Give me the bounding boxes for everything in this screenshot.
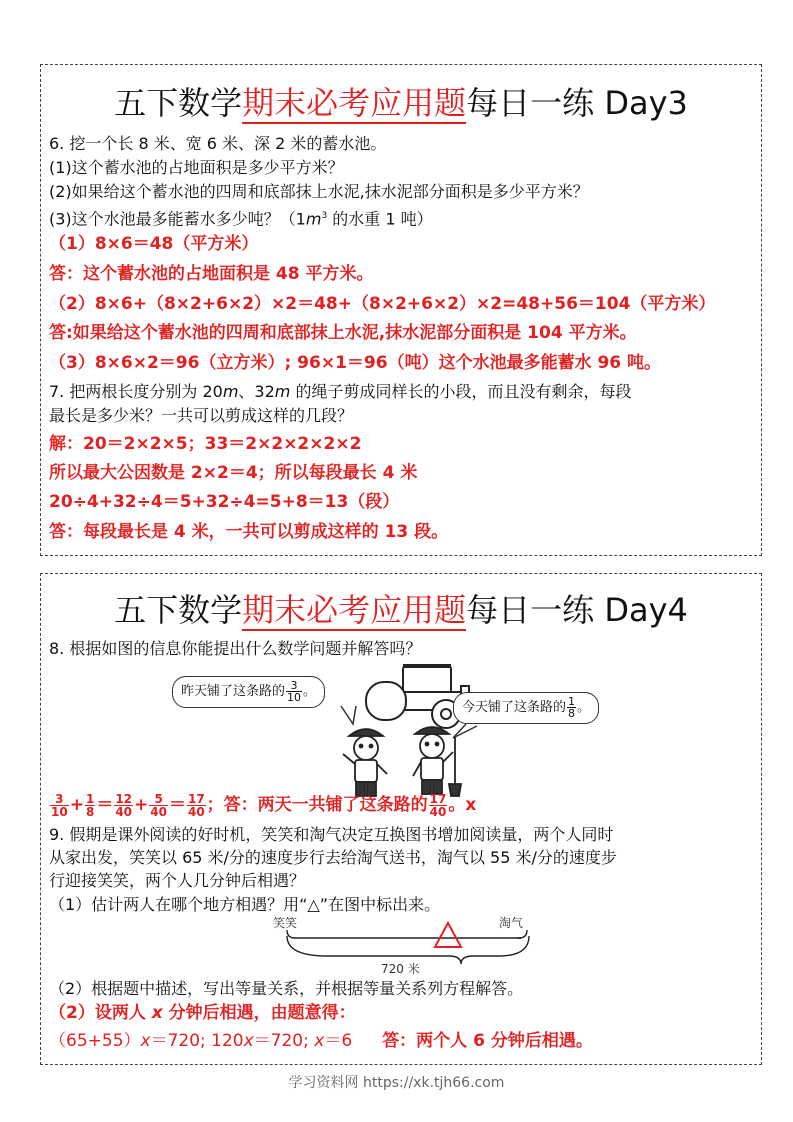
- title-highlight: 期末必考应用题: [242, 591, 467, 629]
- answer-8: $\frac{3}{10}$ + $\frac{1}{8}$ ＝ $\frac{12}{40}$ + $\frac{5}{40}$ ＝ $\frac{17}{40}$ ；答：两天一共铺了这条路的 $\frac{17}{40}$ 。x: [51, 791, 477, 819]
- answer-6-1-statement: 答：这个蓄水池的占地面积是 48 平方米。: [49, 264, 374, 284]
- answer-6-1: （1）8×6＝48（平方米）: [49, 234, 259, 254]
- answer-9-setup: （2）设两人 x 分钟后相遇，由题意得：: [49, 1003, 356, 1023]
- diagram-total-distance: 720 米: [381, 962, 420, 976]
- diagram-label-xiaoxiao: 笑笑: [273, 916, 298, 930]
- road-roller-icon: [366, 666, 469, 728]
- answer-7-statement: 答：每段最长是 4 米，一共可以剪成这样的 13 段。: [49, 522, 449, 542]
- diagram-label-taoqi: 淘气: [499, 916, 524, 930]
- day4-card: [40, 573, 762, 1065]
- question-9-line-3: 行迎接笑笑，两个人几分钟后相遇？: [49, 871, 306, 890]
- day3-card: [40, 64, 762, 556]
- bubble-left-tail: [341, 706, 356, 724]
- question-7-line-2: 最长是多少米？一共可以剪成这样的几段？: [49, 406, 354, 425]
- question-6-part-3: (3)这个水池最多能蓄水多少吨？（$1m^3$ 的水重 1 吨）: [49, 209, 433, 229]
- footer-watermark: 学习资料网 https://xk.tjh66.com: [288, 1075, 505, 1091]
- question-7-line-1: 7. 把两根长度分别为 20m、32m 的绳子剪成同样长的小段，而且没有剩余，每段: [49, 382, 632, 401]
- bubble-left: 昨天铺了这条路的 $\frac{3}{10}$ 。: [172, 676, 325, 708]
- answer-6-2: （2）8×6+（8×2+6×2）×2＝48+（8×2+6×2）×2=48+56＝104（平方米）: [49, 294, 716, 314]
- bubble-right: 今天铺了这条路的 $\frac{1}{8}$ 。: [453, 692, 599, 724]
- question-9-line-1: 9. 假期是课外阅读的好时机，笑笑和淘气决定互换图书增加阅读量，两个人同时: [49, 825, 614, 844]
- title-highlight: 期末必考应用题: [242, 84, 467, 122]
- answer-6-3: （3）8×6×2＝96（立方米）; 96×1＝96（吨）这个水池最多能蓄水 96 吨。: [49, 353, 662, 373]
- question-6-part-1: (1)这个蓄水池的占地面积是多少平方米？: [49, 158, 344, 177]
- question-6: 6. 挖一个长 8 米、宽 6 米、深 2 米的蓄水池。: [49, 134, 387, 153]
- day3-title: 五下数学期末必考应用题每日一练 Day3: [114, 84, 688, 122]
- answer-9-statement: 答：两个人 6 分钟后相遇。: [382, 1031, 593, 1051]
- question-9-part-1: （1）估计两人在哪个地方相遇？用“△”在图中标出来。: [49, 895, 441, 914]
- bubble-right-tail: [453, 724, 477, 738]
- question-8: 8. 根据如图的信息你能提出什么数学问题并解答吗？: [49, 639, 422, 658]
- answer-7-2: 所以最大公因数是 2×2＝4；所以每段最长 4 米: [49, 463, 418, 483]
- answer-9-equation: （65+55）x＝720; 120x＝720; x＝6 答：两个人 6 分钟后相遇。: [49, 1031, 593, 1051]
- question-6-part-2: (2)如果给这个蓄水池的四周和底部抹上水泥,抹水泥部分面积是多少平方米？: [49, 182, 589, 201]
- answer-6-2-statement: 答:如果给这个蓄水池的四周和底部抹上水泥,抹水泥部分面积是 104 平方米。: [49, 323, 637, 343]
- worker-left-icon: [343, 729, 387, 796]
- answer-7-1: 解：20＝2×2×5；33＝2×2×2×2×2: [49, 434, 362, 454]
- answer-7-3: 20÷4+32÷4＝5+32÷4=5+8＝13（段）: [49, 492, 400, 512]
- question-9-part-2: （2）根据题中描述，写出等量关系，并根据等量关系列方程解答。: [49, 979, 524, 998]
- meeting-triangle-icon: [435, 923, 461, 947]
- meeting-diagram: [287, 923, 529, 964]
- day4-title: 五下数学期末必考应用题每日一练 Day4: [114, 591, 688, 629]
- question-9-line-2: 从家出发，笑笑以 65 米/分的速度步行去给淘气送书，淘气以 55 米/分的速度步: [49, 848, 617, 867]
